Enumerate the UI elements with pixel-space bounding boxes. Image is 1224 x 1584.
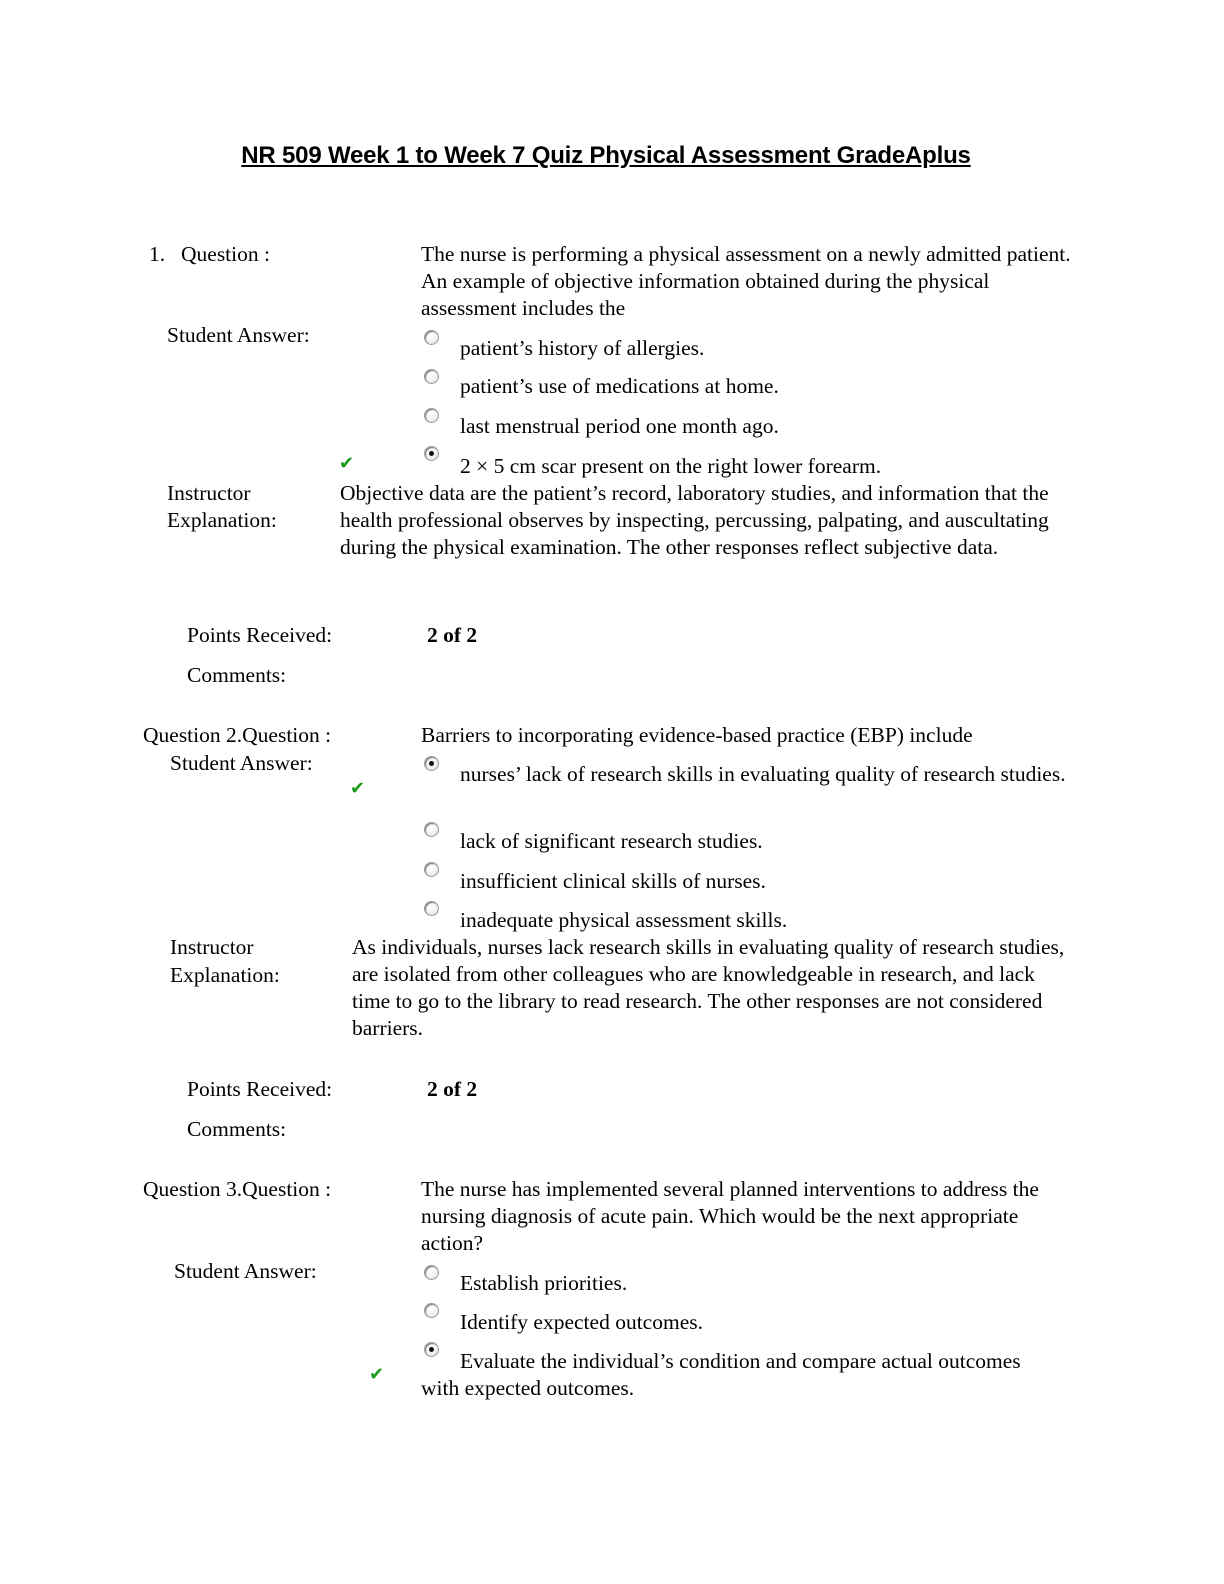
comments-label: Comments: — [187, 1117, 287, 1141]
answer-option-correct: Evaluate the individual’s condition and compare actual outcomes with expected outcomes. — [421, 1349, 1021, 1400]
student-answer-label: Student Answer: — [167, 323, 310, 347]
explanation-label: Instructor — [170, 935, 254, 959]
explanation-label: Explanation: — [167, 508, 277, 532]
question-label: Question 2.Question : — [143, 723, 332, 747]
answer-option-correct: 2 × 5 cm scar present on the right lower forearm. — [460, 454, 882, 478]
answer-option-correct: nurses’ lack of research skills in evaluating quality of research studies. — [460, 762, 1066, 786]
answer-option: Identify expected outcomes. — [460, 1310, 703, 1334]
check-mark-icon: ✔ — [369, 1364, 385, 1385]
instructor-explanation: As individuals, nurses lack research skills in evaluating quality of research studies, are isolated from other colleagues who are knowledgeable in research, and lack time to go to the library to read research. The other responses are not considered barriers. — [352, 935, 1065, 1040]
answer-radio — [424, 1303, 439, 1318]
student-answer-label: Student Answer: — [170, 751, 313, 775]
answer-radio — [424, 408, 439, 423]
explanation-label: Instructor — [167, 481, 251, 505]
answer-option: patient’s history of allergies. — [460, 336, 705, 360]
answer-radio — [424, 330, 439, 345]
answer-option: Establish priorities. — [460, 1271, 628, 1295]
question-label: Question : — [181, 242, 270, 266]
answer-radio — [424, 1265, 439, 1280]
explanation-label: Explanation: — [170, 963, 280, 987]
answer-option: lack of significant research studies. — [460, 829, 763, 853]
document-title: NR 509 Week 1 to Week 7 Quiz Physical Assessment GradeAplus — [241, 142, 971, 169]
answer-option: inadequate physical assessment skills. — [460, 908, 788, 932]
question-text: The nurse has implemented several planned interventions to address the nursing diagnosis of acute pain. Which would be the next appropriate action? — [421, 1177, 1039, 1255]
check-mark-icon: ✔ — [350, 778, 366, 799]
points-value: 2 of 2 — [427, 623, 478, 647]
question-label: Question 3.Question : — [143, 1177, 332, 1201]
answer-radio — [424, 901, 439, 916]
selected-answer-radio — [424, 446, 439, 461]
answer-option: insufficient clinical skills of nurses. — [460, 869, 766, 893]
answer-option: patient’s use of medications at home. — [460, 374, 779, 398]
student-answer-label: Student Answer: — [174, 1259, 317, 1283]
question-text: Barriers to incorporating evidence-based practice (EBP) include — [421, 723, 973, 747]
check-mark-icon: ✔ — [339, 453, 355, 474]
comments-label: Comments: — [187, 663, 287, 687]
points-label: Points Received: — [187, 1077, 333, 1101]
answer-radio — [424, 822, 439, 837]
points-label: Points Received: — [187, 623, 333, 647]
answer-radio — [424, 862, 439, 877]
question-text: The nurse is performing a physical assessment on a newly admitted patient. An example of objective information obtained during the physical assessment includes the — [421, 242, 1071, 320]
answer-option: last menstrual period one month ago. — [460, 414, 779, 438]
answer-radio — [424, 369, 439, 384]
instructor-explanation: Objective data are the patient’s record, laboratory studies, and information that the health professional observes by inspecting, percussing, palpating, and auscultating during the physical examination. The other responses reflect subjective data. — [340, 481, 1049, 559]
points-value: 2 of 2 — [427, 1077, 478, 1101]
question-number: 1. — [149, 242, 166, 266]
